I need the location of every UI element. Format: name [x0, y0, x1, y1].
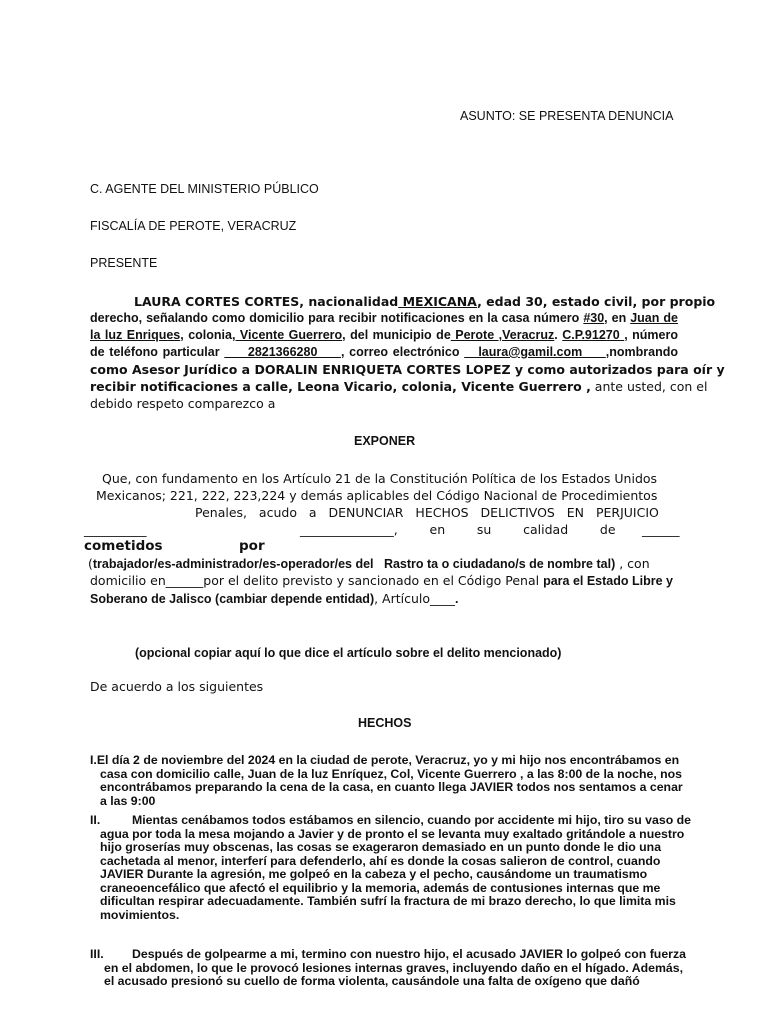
expose-line: Que, con fundamento en los Artículo 21 de la Constitución Política de los Estados Unidos [102, 471, 658, 486]
intro-line: como Asesor Jurídico a DORALIN ENRIQUETA CORTES LOPEZ y como autorizados para oír y [90, 362, 725, 377]
according-line: De acuerdo a los siguientes [90, 679, 264, 694]
subject-line: ASUNTO: SE PRESENTA DENUNCIA [460, 109, 674, 123]
addressee-office: FISCALÍA DE PEROTE, VERACRUZ [90, 219, 297, 233]
fact-line: en el abdomen, lo que le provocó lesiones internas graves, incluyendo daño en el hígado. Además, [104, 960, 684, 975]
optional-note: (opcional copiar aquí lo que dice el artículo sobre el delito mencionado) [135, 646, 562, 660]
fact-line: cachetada al menor, interferí para defenderlo, ahí es donde la cosas salieron de control, cuando [100, 853, 661, 868]
blank-field: ______ [642, 522, 680, 537]
expose-line: domicilio en______por el delito previsto y sancionado en el Código Penal para el Estado Libre y [90, 573, 673, 588]
intro-line: LAURA CORTES CORTES, nacionalidad MEXICANA, edad 30, estado civil, por propio [134, 294, 716, 309]
municipality: Perote ,Veracruz [450, 328, 555, 342]
fact-line: III. Después de golpearme a mi, termino con nuestro hijo, el acusado JAVIER lo golpeó con fuerza [90, 947, 686, 961]
colony: , Vicente Guerrero [231, 328, 343, 342]
fact-numeral: II. [90, 813, 101, 827]
expose-line: _______________, en su calidad de [300, 522, 616, 537]
intro-line: derecho, señalando como domicilio para recibir notificaciones en la casa número #30, en Juan de [90, 311, 678, 325]
fact-line: JAVIER Durante la agresión, me golpeó en la cabeza y el pecho, causándome un traumatismo [100, 867, 648, 881]
intro-paragraph [90, 293, 725, 412]
fact-line: movimientos. [100, 907, 180, 922]
fact-numeral: III. [90, 947, 104, 961]
expose-line: Penales, acudo a DENUNCIAR HECHOS DELICTIVOS EN PERJUICIO [195, 505, 659, 520]
addressee-present: PRESENTE [90, 256, 158, 270]
email-address: laura@gamil.com [464, 345, 606, 359]
nationality: MEXICANA [398, 294, 478, 309]
fact-item [90, 814, 702, 922]
expose-line: (trabajador/es-administrador/es-operador/es del Rastro ta o ciudadano/s de nombre tal) , con [88, 556, 650, 571]
intro-line: debido respeto comparezco a [90, 396, 276, 411]
phone-number: 2821366280 [224, 345, 341, 359]
fact-line: agua por toda la mesa mojando a Javier y de pronto el se levanta muy exaltado gritándole a nuestro [100, 826, 685, 841]
expose-line: Soberano de Jalisco (cambiar depende entidad), Artículo____. [90, 591, 459, 606]
fact-numeral: I. [90, 753, 97, 767]
intro-line: de teléfono particular 2821366280 , correo electrónico laura@gamil.com ,nombrando [90, 345, 678, 359]
fact-line: a las 9:00 [100, 793, 156, 808]
expose-line: por [239, 538, 265, 554]
expose-line: cometidos [84, 538, 163, 554]
fact-item [90, 754, 702, 808]
fact-line: encontrábamos preparando la cena de la casa, en cuanto llega JAVIER todos nos sentamos a cenar [100, 780, 683, 794]
fact-line: casa con domicilio calle, Juan de la luz Enríquez, Col, Vicente Guerrero , a las 8:00 de la noche, nos [100, 766, 683, 781]
intro-line: la luz Enriques, colonia, Vicente Guerrero, del municipio de Perote ,Veracruz. C.P.91270 , número [90, 328, 678, 342]
fact-item [90, 948, 702, 989]
fact-line: hijo groserías muy obscenas, las cosas se exageraron demasiado en un punto donde le dio una [100, 840, 662, 854]
fact-line: dificultan respirar adecuadamente. También sufrí la fractura de mi brazo derecho, lo que limita mis [100, 894, 676, 908]
addressee-title: C. AGENTE DEL MINISTERIO PÚBLICO [90, 182, 319, 196]
fact-line: el acusado presionó su cuello de forma violenta, causándole una falta de oxígeno que dañó [104, 974, 640, 988]
house-number: #30 [583, 311, 605, 325]
street-name: la luz Enriques [90, 328, 181, 342]
section-title-expose: EXPONER [354, 434, 416, 448]
fact-line: I.El día 2 de noviembre del 2024 en la ciudad de perote, Veracruz, yo y mi hijo nos encontrábamos en [90, 753, 680, 767]
fact-line: craneoencefálico que afectó el equilibrio y la memoria, además de contusiones internas que me [100, 880, 661, 895]
intro-line: recibir notificaciones a calle, Leona Vicario, colonia, Vicente Guerrero , ante usted, con el [90, 379, 708, 394]
section-title-facts: HECHOS [358, 716, 412, 730]
expose-line: Mexicanos; 221, 222, 223,224 y demás aplicables del Código Nacional de Procedimientos [96, 488, 658, 503]
postal-code: C.P.91270 [562, 328, 625, 342]
blank-field: __________ [84, 522, 147, 537]
fact-line: II. Mientas cenábamos todos estábamos en silencio, cuando por accidente mi hijo, tiro su vaso de [90, 813, 691, 827]
